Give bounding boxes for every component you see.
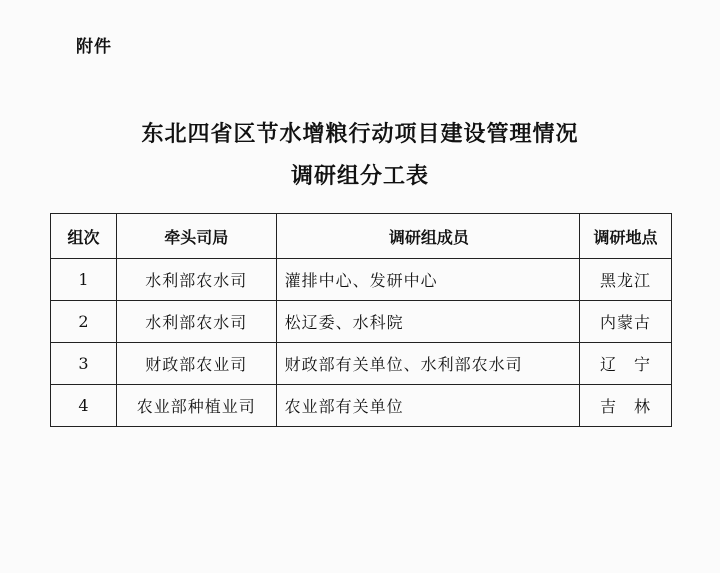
assignment-table <box>50 213 672 427</box>
table-row <box>51 385 672 427</box>
header-lead-department: 牵头司局 <box>116 214 276 259</box>
cell-lead-department: 农业部种植业司 <box>116 385 276 427</box>
document-title-line-2: 调研组分工表 <box>290 163 429 189</box>
header-location: 调研地点 <box>580 214 672 259</box>
cell-members: 松辽委、水科院 <box>276 301 579 343</box>
cell-location: 黑龙江 <box>580 259 672 301</box>
cell-location: 辽 宁 <box>580 343 672 385</box>
attachment-label: 附件 <box>76 37 112 57</box>
document-title-line-1: 东北四省区节水增粮行动项目建设管理情况 <box>141 121 579 147</box>
header-group: 组次 <box>51 214 117 259</box>
cell-location: 内蒙古 <box>580 301 672 343</box>
cell-members: 农业部有关单位 <box>276 385 579 427</box>
table-row <box>51 301 672 343</box>
cell-location: 吉 林 <box>580 385 672 427</box>
table-row <box>51 343 672 385</box>
header-members: 调研组成员 <box>276 214 579 259</box>
table-header-row <box>51 214 672 259</box>
cell-group: 2 <box>51 301 117 343</box>
cell-lead-department: 水利部农水司 <box>116 301 276 343</box>
cell-group: 4 <box>51 385 117 427</box>
cell-lead-department: 水利部农水司 <box>116 259 276 301</box>
cell-members: 财政部有关单位、水利部农水司 <box>276 343 579 385</box>
table-row <box>51 259 672 301</box>
cell-group: 1 <box>51 259 117 301</box>
cell-group: 3 <box>51 343 117 385</box>
cell-lead-department: 财政部农业司 <box>116 343 276 385</box>
cell-members: 灌排中心、发研中心 <box>276 259 579 301</box>
